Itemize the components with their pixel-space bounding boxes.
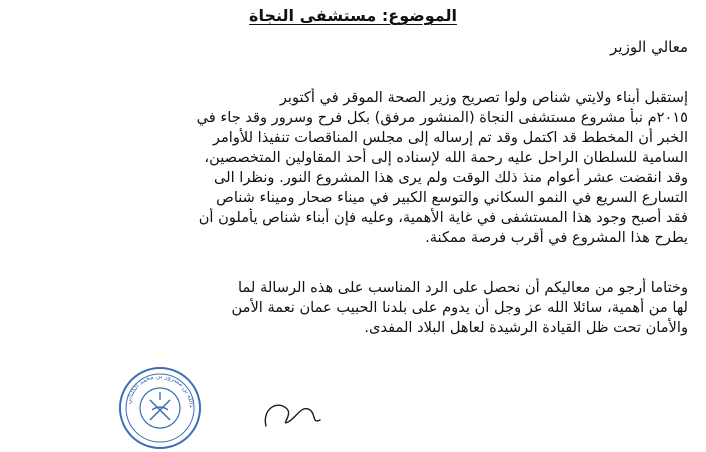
paragraph-line: يطرح هذا المشروع في أقرب فرصة ممكنة. <box>425 229 688 246</box>
paragraph-line: الخبر أن المخطط قد اكتمل وقد تم إرساله إلى مجلس المناقصات تنفيذا للأوامر <box>212 129 688 146</box>
paragraph-line: إستقبل أبناء ولايتي شناص ولوا تصريح وزير الصحة الموقر في أكتوبر <box>279 89 688 106</box>
paragraph-line: وقد انقضت عشر أعوام منذ ذلك الوقت ولم يرى هذا المشروع النور. ونظرا الى <box>213 169 688 186</box>
paragraph-line: والأمان تحت ظل القيادة الرشيدة لعاهل البلاد المفدى. <box>364 319 688 336</box>
official-seal-icon <box>116 364 204 452</box>
paragraph-line: لها من أهمية، سائلا الله عز وجل أن يدوم على بلدنا الحبيب عمان نعمة الأمن <box>231 299 688 316</box>
body-paragraph-1 <box>12 88 688 248</box>
handwritten-signature <box>258 396 328 430</box>
svg-text:عبدالله بن مسرور بن محمد الكلب: دالله بن مسرور بن محمد الكلباني <box>124 371 197 408</box>
paragraph-line: التسارع السريع في النمو السكاني والتوسع الكبير في ميناء صحار وميناء شناص <box>216 189 688 206</box>
subject-text: الموضوع: مستشفى النجاة <box>249 6 457 25</box>
body-paragraph-2 <box>12 278 688 338</box>
paragraph-line: وختاما أرجو من معاليكم أن نحصل على الرد المناسب على هذه الرسالة لما <box>238 279 688 296</box>
paragraph-line: السامية للسلطان الراحل عليه رحمة الله لإسناده إلى أحد المقاولين المتخصصين، <box>204 149 688 166</box>
letter-subject <box>0 6 706 25</box>
paragraph-line: فقد أصبح وجود هذا المستشفى في غاية الأهمية، وعليه فإن أبناء شناص يأملون أن <box>198 209 688 226</box>
paragraph-line: ٢٠١٥م نبأ مشروع مستشفى النجاة (المنشور مرفق) بكل فرح وسرور وقد جاء في <box>196 109 688 126</box>
salutation: معالي الوزير <box>610 38 688 56</box>
